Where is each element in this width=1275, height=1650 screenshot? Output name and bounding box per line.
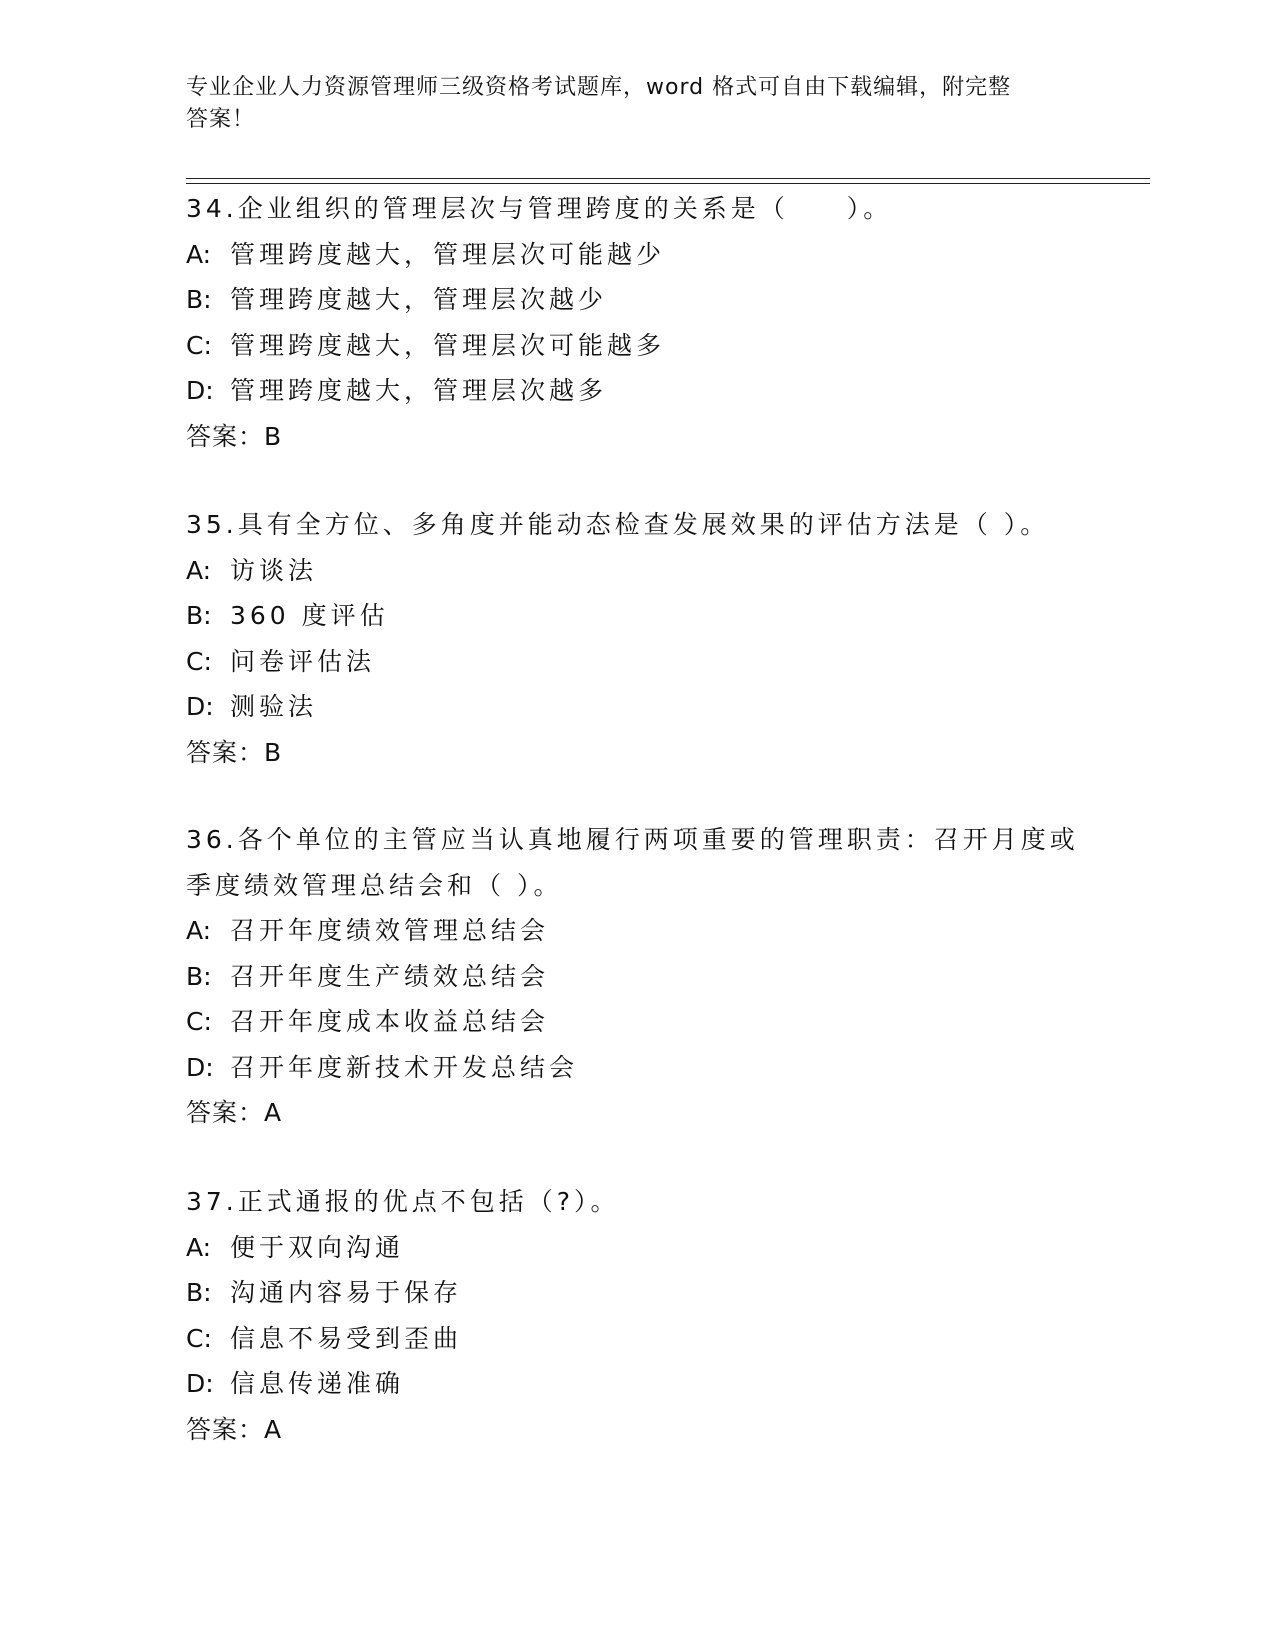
question-stem-continued: 季度绩效管理总结会和（ ）。 [186,870,563,900]
option-text: 管理跨度越大，管理层次越多 [230,376,608,405]
option-text: 便于双向沟通 [230,1232,405,1262]
option-prefix: D: [186,1052,214,1082]
question-stem: 37.正式通报的优点不包括（?）。 [186,1187,620,1216]
header-divider-top [186,178,1150,179]
option-b [186,954,1186,1000]
option-prefix: B: [186,285,212,314]
option-text: 访谈法 [230,555,318,585]
option-prefix: C: [186,1323,212,1353]
answer-line: 答案：A [186,1098,283,1127]
option-text: 召开年度成本收益总结会 [230,1007,550,1036]
option-prefix: B: [186,601,212,630]
question-stem: 35.具有全方位、多角度并能动态检查发展效果的评估方法是（ ）。 [186,510,1050,539]
option-text: 召开年度新技术开发总结会 [230,1052,579,1082]
header-divider-bottom [186,183,1150,184]
option-prefix: D: [186,376,214,405]
option-c [186,999,1186,1045]
question-36 [186,817,1186,1136]
question-34 [186,186,1186,459]
option-prefix: A: [186,1232,212,1262]
option-prefix: C: [186,1007,212,1036]
option-c [186,1316,1186,1362]
option-text: 测验法 [230,692,318,721]
option-text: 管理跨度越大，管理层次可能越少 [230,239,666,269]
option-c [186,323,1186,369]
option-text: 沟通内容易于保存 [230,1278,463,1307]
option-d [186,684,1186,730]
option-prefix: B: [186,1278,212,1307]
option-d [186,1361,1186,1407]
option-prefix: D: [186,1369,214,1398]
option-d [186,368,1186,414]
option-text: 信息传递准确 [230,1369,405,1398]
option-b [186,1270,1186,1316]
question-35 [186,502,1186,775]
document-header [186,72,1086,136]
answer-line: 答案：A [186,1414,283,1444]
option-text: 管理跨度越大，管理层次越少 [230,285,608,314]
option-c [186,639,1186,685]
option-d [186,1045,1186,1091]
option-text: 召开年度绩效管理总结会 [230,916,550,945]
option-b [186,593,1186,639]
answer-line: 答案：B [186,737,283,767]
question-stem: 34.企业组织的管理层次与管理跨度的关系是（ ）。 [186,194,893,223]
option-text: 360 度评估 [230,601,389,630]
answer-line: 答案：B [186,421,283,451]
option-text: 问卷评估法 [230,646,376,676]
option-text: 管理跨度越大，管理层次可能越多 [230,330,666,360]
option-text: 信息不易受到歪曲 [230,1323,463,1353]
option-a [186,908,1186,954]
option-prefix: D: [186,692,214,721]
option-prefix: C: [186,646,212,676]
option-a [186,232,1186,278]
option-prefix: A: [186,239,212,269]
option-a [186,548,1186,594]
header-line-1: 专业企业人力资源管理师三级资格考试题库，word 格式可自由下载编辑，附完整 [186,75,1012,100]
question-37 [186,1179,1186,1452]
option-prefix: B: [186,961,212,991]
option-b [186,277,1186,323]
header-line-2: 答案！ [186,107,256,132]
option-prefix: C: [186,330,212,360]
option-text: 召开年度生产绩效总结会 [230,961,550,991]
option-a [186,1225,1186,1271]
option-prefix: A: [186,555,212,585]
option-prefix: A: [186,916,212,945]
question-stem: 36.各个单位的主管应当认真地履行两项重要的管理职责：召开月度或 [186,825,1079,854]
